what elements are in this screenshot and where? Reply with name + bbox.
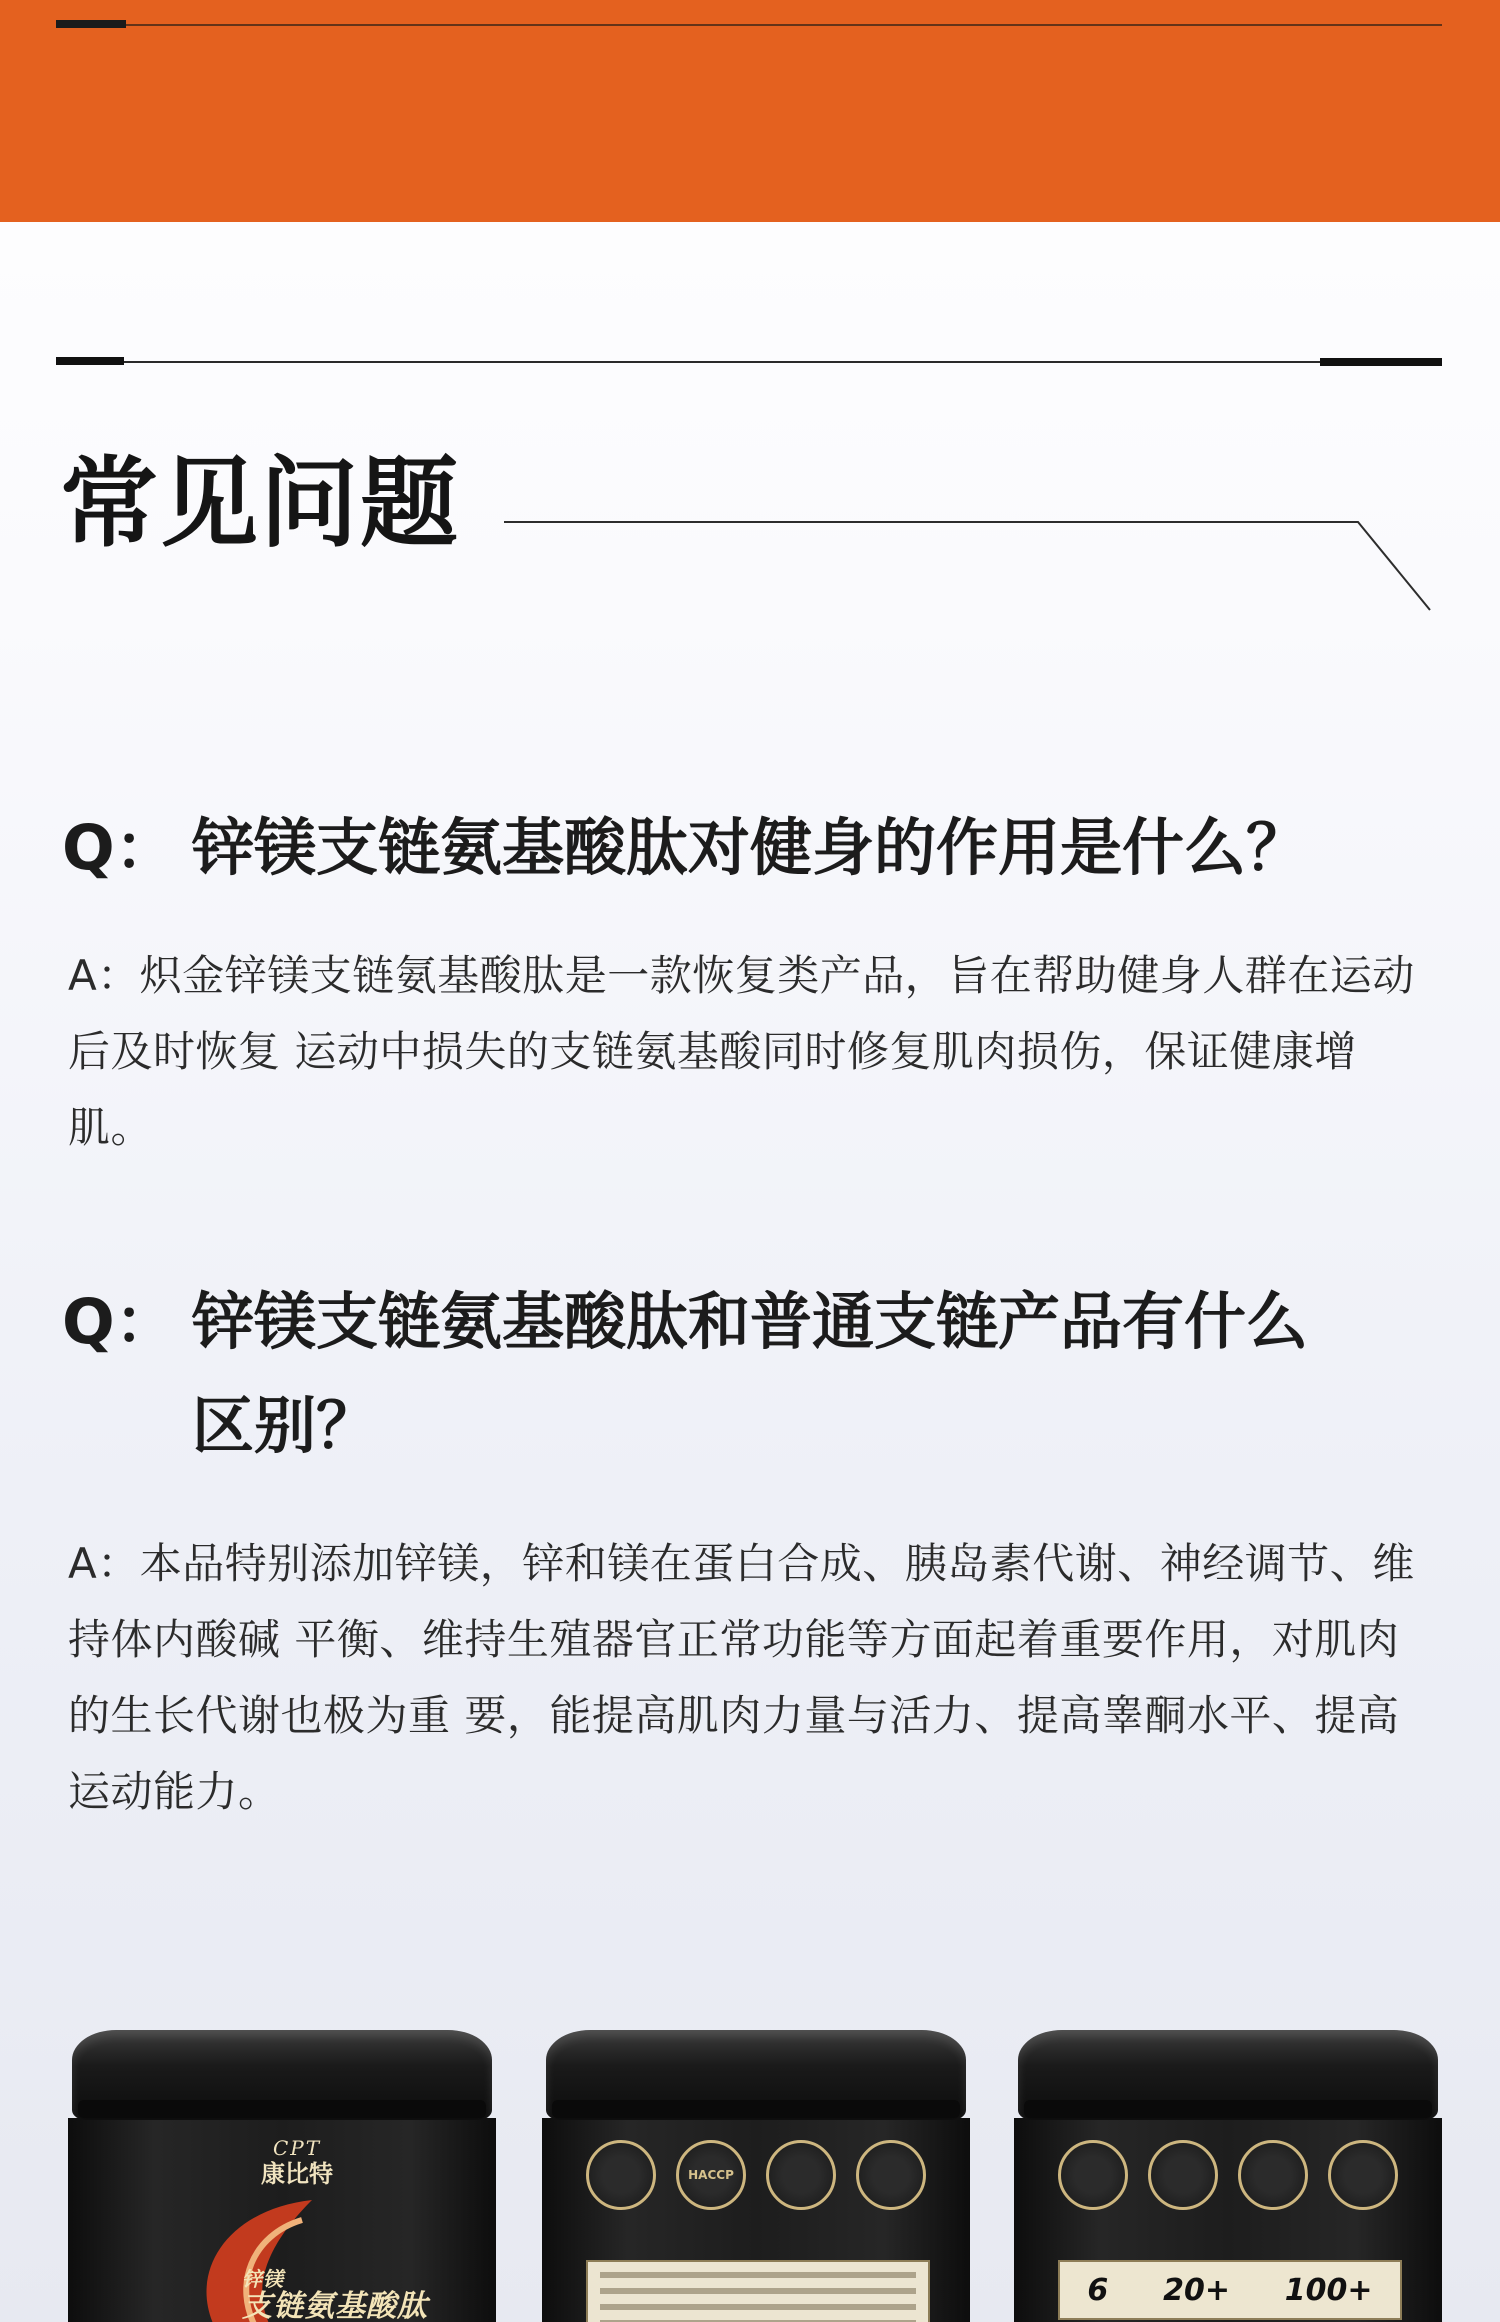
- certification-badge-icon: [586, 2140, 656, 2210]
- brand-logo: [242, 2138, 352, 2188]
- nutrition-label-panel: [586, 2260, 930, 2322]
- divider-right-tick: [1320, 358, 1442, 366]
- award-badge-icon: [1058, 2140, 1128, 2210]
- haccp-badge-label: HACCP: [688, 2168, 734, 2182]
- top-color-band: [0, 0, 1500, 222]
- award-badge-icon: [1328, 2140, 1398, 2210]
- question-text: 锌镁支链氨基酸肽和普通支链产品有什么区别？: [192, 1285, 1309, 1462]
- band-decor-tick: [56, 20, 126, 28]
- product-name-main: 支链氨基酸肽: [242, 2289, 428, 2322]
- divider-left-tick: [56, 357, 124, 365]
- question-prefix: Q：: [62, 1285, 177, 1358]
- faq-title: 常见问题: [60, 447, 461, 561]
- certification-badge-icon: [856, 2140, 926, 2210]
- haccp-badge-icon: [676, 2140, 746, 2210]
- product-jars-row: [0, 1990, 1500, 2322]
- jar-lid-rim: [1024, 2100, 1432, 2118]
- product-jar-back: [546, 2030, 966, 2322]
- faq-answer-2: A：本品特别添加锌镁，锌和镁在蛋白合成、胰岛素代谢、神经调节、维持体内酸碱 平衡、维持生殖器官正常功能等方面起着重要作用，对肌肉的生长代谢也极为重 要，能提高肌肉力量与活力、提高睾酮水平、提高运动能力。: [68, 1539, 1415, 1816]
- faq-answer-1: A：炽金锌镁支链氨基酸肽是一款恢复类产品，旨在帮助健身人群在运动后及时恢复 运动中损失的支链氨基酸同时修复肌肉损伤，保证健康增肌。: [68, 951, 1415, 1152]
- stats-strip: [1058, 2260, 1402, 2320]
- product-name-small: 锌镁: [242, 2267, 284, 2291]
- award-badges: [1048, 2140, 1408, 2240]
- jar-lid-rim: [78, 2100, 486, 2118]
- brand-logo-cn: 康比特: [261, 2159, 333, 2188]
- faq-question-2: [62, 1270, 1462, 1480]
- brand-logo-en: CPT: [272, 2136, 322, 2160]
- faq-question-1: [62, 796, 1462, 900]
- jar-lid-rim: [552, 2100, 960, 2118]
- stat-value: 20+: [1163, 2272, 1230, 2308]
- stat-value: 6: [1087, 2272, 1109, 2308]
- product-jar-front: [72, 2030, 492, 2322]
- question-prefix: Q：: [62, 811, 177, 884]
- section-divider: [56, 361, 1442, 363]
- award-badge-icon: [1238, 2140, 1308, 2210]
- stat-value: 100+: [1284, 2272, 1373, 2308]
- award-badge-icon: [1148, 2140, 1218, 2210]
- certification-badge-icon: [766, 2140, 836, 2210]
- product-name-label: [242, 2268, 428, 2322]
- question-text: 锌镁支链氨基酸肽对健身的作用是什么？: [192, 811, 1309, 884]
- band-decor-line: [56, 24, 1442, 26]
- product-jar-side: [1018, 2030, 1438, 2322]
- certification-badges: [576, 2140, 936, 2240]
